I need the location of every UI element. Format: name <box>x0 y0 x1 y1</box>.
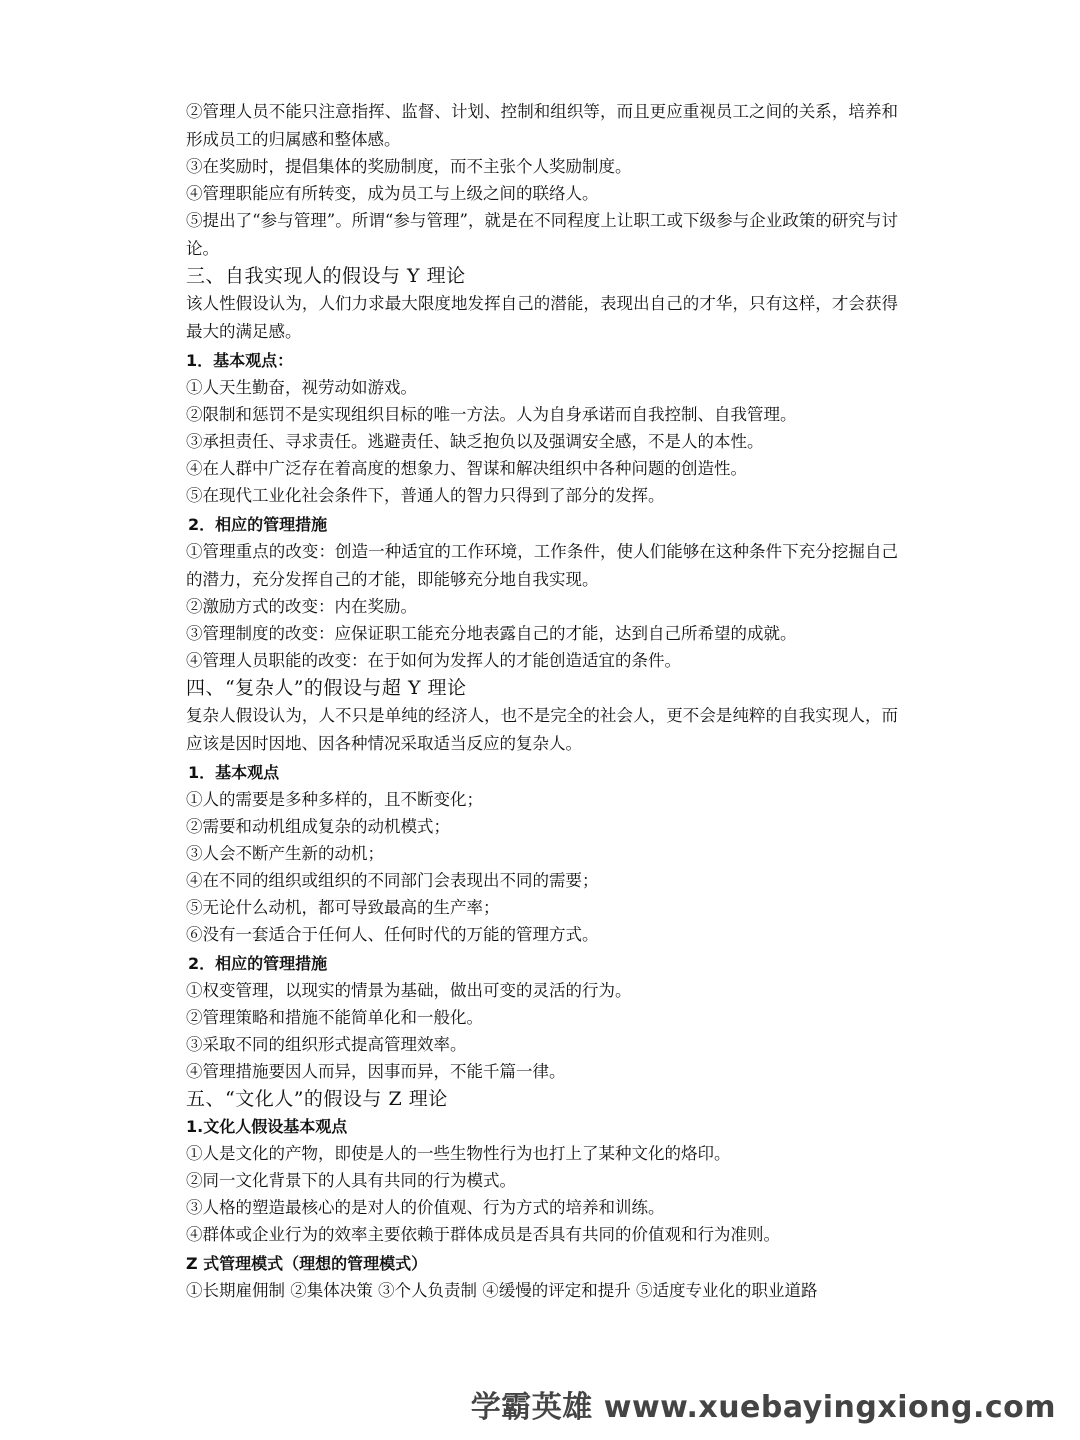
sec2-item5: ⑤提出了“参与管理”。所谓“参与管理”，就是在不同程度上让职工或下级参与企业政策的研究与讨论。 <box>186 211 898 258</box>
sec4-title: 四、“复杂人”的假设与超 Y 理论 <box>186 677 467 699</box>
sec2-item3: ③在奖励时，提倡集体的奖励制度，而不主张个人奖励制度。 <box>186 157 632 176</box>
sec4-measure-3: ③采取不同的组织形式提高管理效率。 <box>186 1035 467 1054</box>
sec3-sub1: 1．基本观点： <box>186 351 294 370</box>
sec2-item4: ④管理职能应有所转变，成为员工与上级之间的联络人。 <box>186 184 599 203</box>
sec4-measure-1: ①权变管理，以现实的情景为基础，做出可变的灵活的行为。 <box>186 981 632 1000</box>
sec3-point-2: ②限制和惩罚不是实现组织目标的唯一方法。人为自身承诺而自我控制、自我管理。 <box>186 405 797 424</box>
site-watermark: 学霸英雄 www.xuebayingxiong.com <box>470 1390 1056 1425</box>
sec3-measure-3: ③管理制度的改变：应保证职工能充分地表露自己的才能，达到自己所希望的成就。 <box>186 624 797 643</box>
sec3-point-1: ①人天生勤奋，视劳动如游戏。 <box>186 378 417 397</box>
sec5-point-3: ③人格的塑造最核心的是对人的价值观、行为方式的培养和训练。 <box>186 1198 665 1217</box>
sec5-zmode: ①长期雇佣制 ②集体决策 ③个人负责制 ④缓慢的评定和提升 ⑤适度专业化的职业道路 <box>186 1281 818 1300</box>
sec3-title: 三、自我实现人的假设与 Y 理论 <box>186 265 466 287</box>
sec3-point-5: ⑤在现代工业化社会条件下，普通人的智力只得到了部分的发挥。 <box>186 486 665 505</box>
document-page <box>186 98 898 1304</box>
sec4-point-6: ⑥没有一套适合于任何人、任何时代的万能的管理方式。 <box>186 925 599 944</box>
sec5-title: 五、“文化人”的假设与 Z 理论 <box>186 1088 448 1110</box>
sec3-measure-2: ②激励方式的改变：内在奖励。 <box>186 597 417 616</box>
sec4-point-4: ④在不同的组织或组织的不同部门会表现出不同的需要； <box>186 871 599 890</box>
sec3-sub2: 2．相应的管理措施 <box>188 515 328 534</box>
sec4-sub2: 2．相应的管理措施 <box>188 954 328 973</box>
sec3-intro: 该人性假设认为，人们力求最大限度地发挥自己的潜能，表现出自己的才华，只有这样，才会获得最大的满足感。 <box>186 294 898 341</box>
sec3-point-4: ④在人群中广泛存在着高度的想象力、智谋和解决组织中各种问题的创造性。 <box>186 459 747 478</box>
sec2-item2: ②管理人员不能只注意指挥、监督、计划、控制和组织等，而且更应重视员工之间的关系，培养和形成员工的归属感和整体感。 <box>186 102 898 149</box>
sec4-point-3: ③人会不断产生新的动机； <box>186 844 384 863</box>
sec4-point-1: ①人的需要是多种多样的，且不断变化； <box>186 790 483 809</box>
sec3-measure-1: ①管理重点的改变：创造一种适宜的工作环境，工作条件，使人们能够在这种条件下充分挖掘自己的潜力，充分发挥自己的才能，即能够充分地自我实现。 <box>186 542 898 589</box>
sec5-sub1: 1.文化人假设基本观点 <box>186 1117 348 1136</box>
sec4-measure-2: ②管理策略和措施不能简单化和一般化。 <box>186 1008 483 1027</box>
sec4-point-2: ②需要和动机组成复杂的动机模式； <box>186 817 450 836</box>
sec5-point-4: ④群体或企业行为的效率主要依赖于群体成员是否具有共同的价值观和行为准则。 <box>186 1225 780 1244</box>
sec5-point-1: ①人是文化的产物，即使是人的一些生物性行为也打上了某种文化的烙印。 <box>186 1144 731 1163</box>
sec3-point-3: ③承担责任、寻求责任。逃避责任、缺乏抱负以及强调安全感，不是人的本性。 <box>186 432 764 451</box>
sec4-intro: 复杂人假设认为，人不只是单纯的经济人，也不是完全的社会人，更不会是纯粹的自我实现人，而应该是因时因地、因各种情况采取适当反应的复杂人。 <box>186 706 898 753</box>
sec4-sub1: 1．基本观点 <box>188 763 280 782</box>
sec3-measure-4: ④管理人员职能的改变：在于如何为发挥人的才能创造适宜的条件。 <box>186 651 681 670</box>
sec4-point-5: ⑤无论什么动机，都可导致最高的生产率； <box>186 898 500 917</box>
sec4-measure-4: ④管理措施要因人而异，因事而异，不能千篇一律。 <box>186 1062 566 1081</box>
sec5-sub2: Z 式管理模式（理想的管理模式） <box>186 1254 428 1273</box>
sec5-point-2: ②同一文化背景下的人具有共同的行为模式。 <box>186 1171 516 1190</box>
